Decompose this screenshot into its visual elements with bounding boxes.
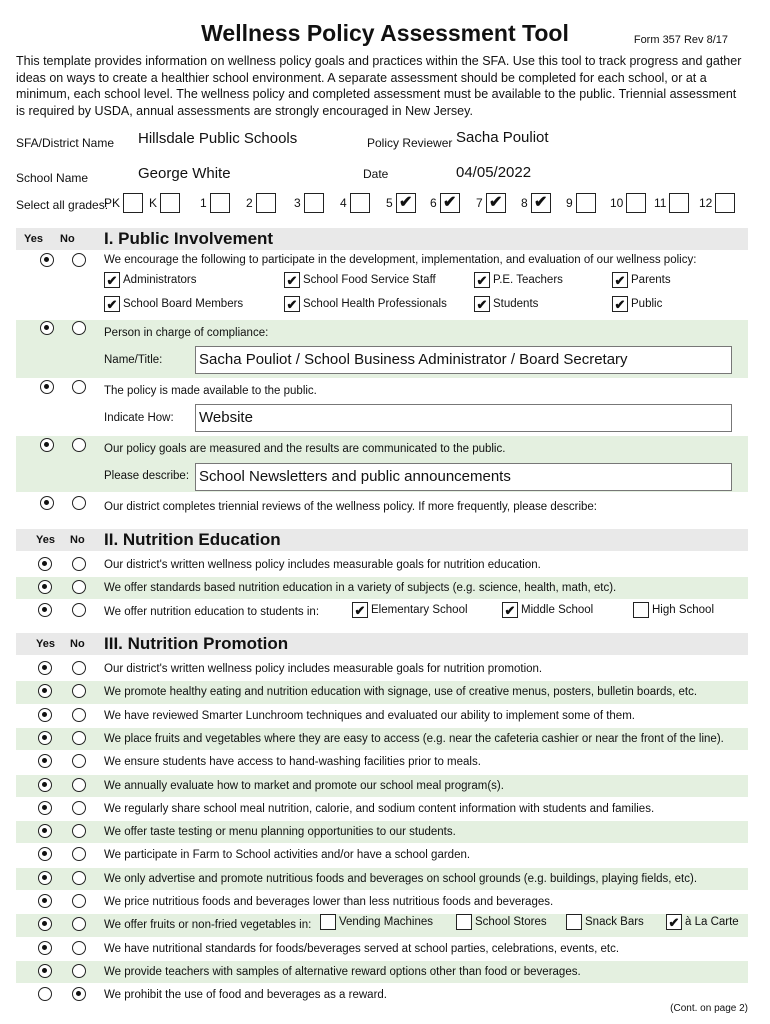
question-text: We prohibit the use of food and beverages as a reward. (104, 989, 387, 1002)
question-row (16, 798, 748, 820)
participant-option (104, 272, 197, 288)
grade-label: 9 (566, 196, 573, 210)
venue-checkbox[interactable] (566, 914, 582, 930)
section-header-nutrition-promotion (16, 633, 748, 655)
grade-option (521, 193, 551, 213)
yes-radio[interactable] (38, 661, 52, 675)
question-text: The policy is made available to the public. (104, 385, 317, 397)
school-level-option (352, 602, 468, 618)
grade-option (340, 193, 370, 213)
grade-option (246, 193, 276, 213)
venue-label: Snack Bars (585, 916, 644, 929)
question-row (16, 844, 748, 866)
question-row (16, 320, 748, 378)
no-radio[interactable] (72, 557, 86, 571)
grade-option (200, 193, 230, 213)
yes-radio[interactable] (38, 801, 52, 815)
participant-checkbox[interactable]: ✔ (612, 296, 628, 312)
grade-label: 12 (699, 196, 713, 210)
form-title: Wellness Policy Assessment Tool (201, 20, 569, 46)
question-text: We offer standards based nutrition education in a variety of subjects (e.g. science, health, math, etc). (104, 582, 617, 594)
question-text: Our district completes triennial reviews of the wellness policy. If more frequently, please describe: (104, 501, 598, 513)
indicate-how-field[interactable]: Website (195, 404, 732, 432)
no-radio[interactable] (72, 380, 86, 394)
question-text: Our policy goals are measured and the results are communicated to the public. (104, 443, 506, 455)
question-text: Person in charge of compliance: (104, 327, 269, 339)
grade-label: 5 (386, 196, 393, 210)
school-level-option (633, 602, 714, 618)
sfa-label: SFA/District Name (16, 136, 115, 150)
school-level-label: High School (652, 604, 715, 616)
no-radio[interactable] (72, 871, 86, 885)
participant-label: Students (493, 298, 539, 310)
participant-checkbox[interactable]: ✔ (284, 296, 300, 312)
no-radio[interactable] (72, 754, 86, 768)
no-radio[interactable] (72, 684, 86, 698)
school-level-checkbox[interactable]: ✔ (352, 602, 368, 618)
question-text: We have nutritional standards for foods/beverages served at school parties, celebrations, events, etc. (104, 942, 620, 955)
question-text: Our district's written wellness policy includes measurable goals for nutrition education. (104, 559, 541, 571)
yes-column-label: Yes (36, 638, 55, 650)
question-row (16, 728, 748, 750)
grades-label: Select all grades: (16, 198, 109, 212)
grade-option (566, 193, 596, 213)
question-row (16, 891, 748, 913)
school-level-label: Middle School (521, 604, 594, 616)
no-radio[interactable] (72, 580, 86, 594)
school-level-label: Elementary School (371, 604, 468, 616)
no-radio[interactable] (72, 661, 86, 675)
no-column-label: No (70, 638, 85, 650)
grade-selector (16, 193, 756, 219)
question-text: We annually evaluate how to market and promote our school meal program(s). (104, 779, 504, 792)
question-row (16, 554, 748, 576)
yes-radio[interactable] (40, 321, 54, 335)
participant-option (474, 272, 563, 288)
grade-label: 1 (200, 196, 207, 210)
question-row (16, 821, 748, 843)
participant-label: School Health Professionals (303, 298, 447, 310)
participant-label: Administrators (123, 274, 197, 286)
grade-checkbox[interactable] (304, 193, 324, 213)
question-text: We regularly share school meal nutrition, calorie, and sodium content information with students and families. (104, 802, 655, 815)
participant-label: Parents (631, 274, 671, 286)
grade-checkbox[interactable] (256, 193, 276, 213)
grade-label: 2 (246, 196, 253, 210)
grade-label: 6 (430, 196, 437, 210)
participant-label: P.E. Teachers (493, 274, 563, 286)
yes-radio[interactable] (38, 557, 52, 571)
no-column-label: No (70, 534, 85, 546)
yes-radio[interactable] (38, 847, 52, 861)
no-radio[interactable] (72, 603, 86, 617)
yes-radio[interactable] (40, 438, 54, 452)
grade-checkbox[interactable] (576, 193, 596, 213)
grade-checkbox[interactable] (669, 193, 689, 213)
grade-label: K (149, 196, 158, 210)
reviewer-field[interactable]: Sacha Pouliot (456, 129, 549, 146)
question-row (16, 436, 748, 492)
question-text: We offer taste testing or menu planning opportunities to our students. (104, 826, 456, 839)
yes-radio[interactable] (38, 894, 52, 908)
grade-label: 4 (340, 196, 347, 210)
participant-checkbox[interactable]: ✔ (284, 272, 300, 288)
yes-radio[interactable] (38, 684, 52, 698)
yes-radio[interactable] (38, 708, 52, 722)
question-row (16, 914, 748, 936)
no-radio[interactable] (72, 847, 86, 861)
participant-checkbox[interactable]: ✔ (104, 272, 120, 288)
question-text: We ensure students have access to hand-washing facilities prior to meals. (104, 756, 481, 769)
yes-column-label: Yes (24, 233, 43, 245)
grade-label: 10 (610, 196, 624, 210)
question-row (16, 938, 748, 960)
participant-option (612, 272, 671, 288)
school-level-checkbox[interactable] (633, 602, 649, 618)
question-row (16, 751, 748, 773)
school-level-option (502, 602, 593, 618)
no-radio[interactable] (72, 987, 86, 1001)
yes-column-label: Yes (36, 534, 55, 546)
yes-radio[interactable] (38, 964, 52, 978)
question-row (16, 681, 748, 703)
question-text: We encourage the following to participate in the development, implementation, and evaluation of our wellness policy: (104, 254, 697, 266)
grade-checkbox[interactable]: ✔ (531, 193, 551, 213)
participant-label: School Food Service Staff (303, 274, 436, 286)
no-radio[interactable] (72, 778, 86, 792)
question-row (16, 868, 748, 890)
date-field[interactable]: 04/05/2022 (456, 164, 532, 181)
question-row (16, 600, 748, 624)
question-row (16, 250, 748, 318)
section-title: III. Nutrition Promotion (104, 634, 289, 653)
grade-checkbox[interactable]: ✔ (396, 193, 416, 213)
participant-checkbox[interactable]: ✔ (612, 272, 628, 288)
section-title: I. Public Involvement (104, 229, 274, 248)
grade-label: 7 (476, 196, 483, 210)
no-radio[interactable] (72, 964, 86, 978)
participant-label: Public (631, 298, 663, 310)
participant-option (612, 296, 662, 312)
yes-radio[interactable] (38, 731, 52, 745)
yes-radio[interactable] (38, 987, 52, 1001)
grade-checkbox[interactable]: ✔ (440, 193, 460, 213)
yes-radio[interactable] (38, 917, 52, 931)
grade-option (654, 193, 689, 213)
question-text: We place fruits and vegetables where they are easy to access (e.g. near the cafeteria cashier or near the front of the line). (104, 732, 724, 745)
question-text: Our district's written wellness policy includes measurable goals for nutrition promotion. (104, 663, 543, 675)
venue-checkbox[interactable] (320, 914, 336, 930)
question-row (16, 494, 748, 520)
yes-radio[interactable] (38, 871, 52, 885)
venue-label: Vending Machines (339, 916, 433, 929)
question-text: We price nutritious foods and beverages lower than less nutritious foods and beverages. (104, 896, 554, 908)
name-title-field[interactable]: Sacha Pouliot / School Business Administrator / Board Secretary (195, 346, 732, 374)
venue-option (320, 914, 433, 930)
grade-option (386, 193, 416, 213)
yes-radio[interactable] (38, 824, 52, 838)
yes-radio[interactable] (38, 580, 52, 594)
indicate-how-label: Indicate How: (104, 412, 174, 424)
grade-label: 8 (521, 196, 528, 210)
question-text: We provide teachers with samples of alternative reward options other than food or beverages. (104, 965, 581, 978)
no-radio[interactable] (72, 731, 86, 745)
no-radio[interactable] (72, 917, 86, 931)
school-level-checkbox[interactable]: ✔ (502, 602, 518, 618)
form-number: Form 357 Rev 8/17 (633, 34, 728, 46)
venue-checkbox[interactable]: ✔ (666, 914, 682, 930)
continued-note: (Cont. on page 2) (670, 1003, 748, 1014)
section-title: II. Nutrition Education (104, 530, 281, 549)
no-radio[interactable] (72, 708, 86, 722)
question-row (16, 984, 748, 1006)
grade-label: PK (104, 196, 121, 210)
no-radio[interactable] (72, 438, 86, 452)
question-row (16, 577, 748, 599)
describe-field[interactable]: School Newsletters and public announcements (195, 463, 732, 491)
no-radio[interactable] (72, 496, 86, 510)
participant-checkbox[interactable]: ✔ (474, 296, 490, 312)
question-text: We offer fruits or non-fried vegetables in: (104, 919, 312, 932)
participant-checkbox[interactable]: ✔ (474, 272, 490, 288)
reviewer-label: Policy Reviewer (367, 136, 453, 150)
name-title-label: Name/Title: (104, 354, 163, 366)
yes-radio[interactable] (38, 941, 52, 955)
question-text: We promote healthy eating and nutrition education with signage, use of creative menus, posters, bulletin boards, etc. (104, 686, 698, 699)
grade-option (610, 193, 646, 213)
venue-option (666, 914, 739, 930)
participant-checkbox[interactable]: ✔ (104, 296, 120, 312)
grade-checkbox[interactable] (160, 193, 180, 213)
yes-radio[interactable] (40, 380, 54, 394)
question-text: We only advertise and promote nutritious foods and beverages on school grounds (e.g. buildings, playing fields, etc). (104, 872, 698, 885)
intro-paragraph: This template provides information on wellness policy goals and practices within the SFA. Use this tool to track progress and gather ideas on ways to create a healthier school environment. A separate assessment should be completed for each school, or at a minimum, each school level. The wellness policy and completed assessment must be available to the public. Triennial assessment is required by USDA, annual assessments are strongly encouraged in New Jersey. (16, 54, 742, 118)
venue-option (566, 914, 644, 930)
question-text: We participate in Farm to School activities and/or have a school garden. (104, 849, 471, 862)
grade-option (476, 193, 506, 213)
section-header-nutrition-education (16, 529, 748, 551)
yes-radio[interactable] (38, 754, 52, 768)
question-row (16, 378, 748, 434)
participant-label: School Board Members (123, 298, 244, 310)
venue-checkbox[interactable] (456, 914, 472, 930)
grade-checkbox[interactable]: ✔ (486, 193, 506, 213)
participant-option (474, 296, 538, 312)
grade-checkbox[interactable] (626, 193, 646, 213)
question-row (16, 705, 748, 727)
no-radio[interactable] (72, 894, 86, 908)
school-field[interactable]: George White (138, 165, 231, 182)
grade-label: 11 (654, 196, 667, 210)
grade-checkbox[interactable] (123, 193, 143, 213)
no-radio[interactable] (72, 253, 86, 267)
yes-radio[interactable] (40, 253, 54, 267)
no-radio[interactable] (72, 941, 86, 955)
participant-option (284, 272, 436, 288)
question-text: We offer nutrition education to students in: (104, 606, 320, 618)
grade-checkbox[interactable] (715, 193, 735, 213)
no-radio[interactable] (72, 801, 86, 815)
venue-label: à La Carte (685, 916, 739, 929)
date-label: Date (363, 167, 389, 181)
question-row (16, 775, 748, 797)
grade-checkbox[interactable] (350, 193, 370, 213)
grade-option (699, 193, 735, 213)
yes-radio[interactable] (38, 603, 52, 617)
section-header-public-involvement (16, 228, 748, 250)
grade-label: 3 (294, 196, 301, 210)
yes-radio[interactable] (38, 778, 52, 792)
describe-label: Please describe: (104, 470, 190, 482)
question-text: We have reviewed Smarter Lunchroom techniques and evaluated our ability to implement some of them. (104, 709, 635, 722)
question-row (16, 961, 748, 983)
no-radio[interactable] (72, 321, 86, 335)
grade-checkbox[interactable] (210, 193, 230, 213)
grade-option (149, 193, 180, 213)
participant-option (284, 296, 447, 312)
venue-option (456, 914, 547, 930)
grade-option (294, 193, 324, 213)
participant-option (104, 296, 243, 312)
no-radio[interactable] (72, 824, 86, 838)
school-label: School Name (16, 171, 89, 185)
grade-option (430, 193, 460, 213)
no-column-label: No (60, 233, 75, 245)
grade-option (104, 193, 143, 213)
sfa-field[interactable]: Hillsdale Public Schools (138, 130, 298, 147)
yes-radio[interactable] (40, 496, 54, 510)
question-row (16, 658, 748, 680)
venue-label: School Stores (475, 916, 547, 929)
